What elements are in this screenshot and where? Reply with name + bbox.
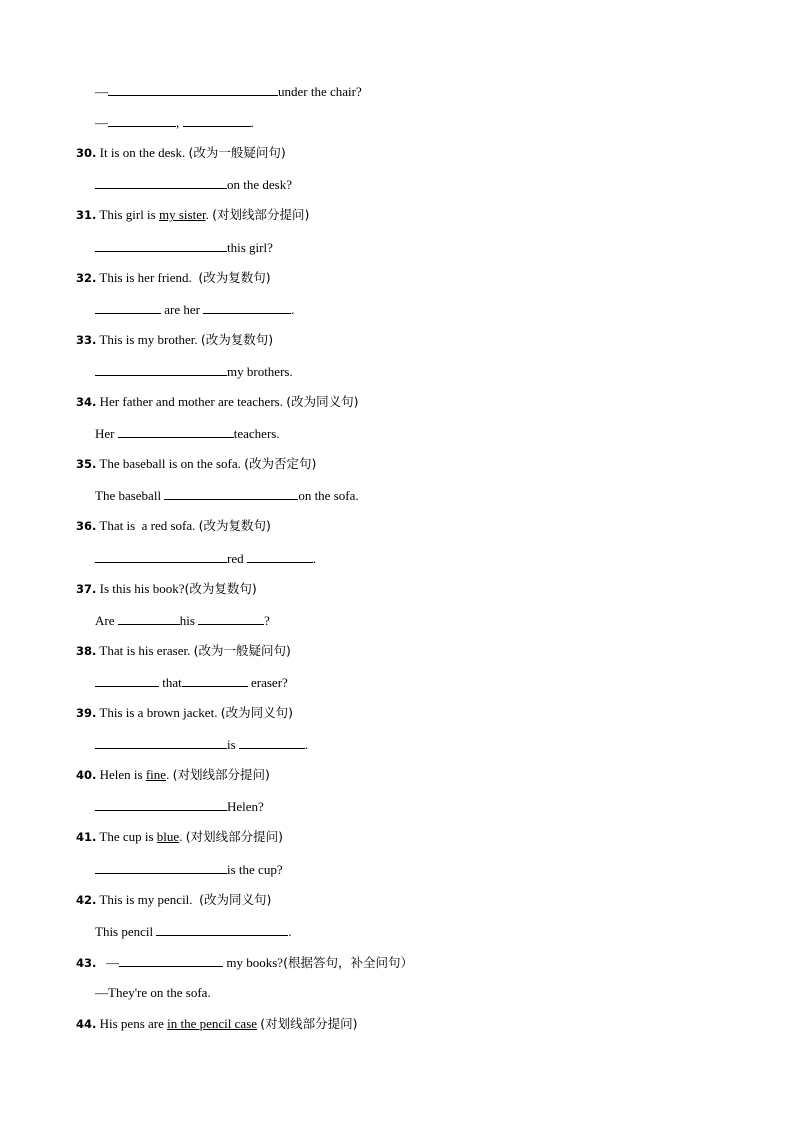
answer-blank[interactable] (247, 550, 313, 563)
answer-suffix: . (250, 115, 254, 131)
question-39 (76, 705, 293, 721)
answer-line (95, 114, 254, 131)
instruction-note: (对划线部分提问) (260, 1016, 358, 1031)
question-number: 43. (76, 955, 97, 970)
question-text: my books? (223, 954, 284, 970)
instruction-note: (对划线部分提问) (212, 207, 310, 223)
question-text: . (166, 767, 173, 783)
question-number: 38. (76, 643, 97, 658)
answer-blank[interactable] (95, 861, 227, 874)
instruction-note: (改为同义句) (220, 705, 293, 720)
answer-blank[interactable] (164, 487, 298, 500)
question-text: This girl is (96, 207, 159, 223)
answer-blank[interactable] (95, 301, 161, 314)
instruction-note: (改为一般疑问句) (193, 642, 291, 658)
question-38 (76, 643, 291, 659)
answer-line (95, 239, 273, 256)
answer-blank[interactable] (95, 176, 227, 189)
underlined-phrase: in the pencil case (167, 1016, 258, 1031)
answer-text: red (227, 550, 247, 566)
answer-text: is (227, 737, 239, 753)
question-number: 39. (76, 706, 97, 720)
answer-suffix: . (312, 550, 317, 566)
question-number: 30. (76, 146, 97, 161)
question-number: 41. (76, 830, 97, 845)
question-number: 44. (76, 1017, 97, 1031)
question-44 (76, 1016, 358, 1032)
question-30 (76, 145, 286, 161)
answer-blank[interactable] (183, 114, 251, 127)
answer-suffix: . (291, 301, 295, 317)
answer-suffix: this girl? (227, 239, 273, 255)
question-text: His pens are (96, 1016, 168, 1031)
underlined-phrase: fine (145, 767, 167, 783)
instruction-note: (根据答句，补全问句） (283, 954, 413, 970)
answer-prefix: Her (95, 426, 118, 442)
answer-line (95, 487, 359, 504)
question-35 (76, 456, 316, 472)
question-text: This is my brother. (96, 331, 201, 347)
answer-line (95, 985, 211, 1001)
question-text: Her father and mother are teachers. (96, 394, 287, 409)
answer-line (95, 861, 283, 878)
answer-prefix: —They're on the sofa. (95, 984, 211, 1000)
question-text: Is this his book? (96, 580, 185, 596)
answer-blank[interactable] (239, 736, 305, 749)
answer-suffix: under the chair? (278, 84, 362, 99)
answer-blank[interactable] (95, 798, 227, 811)
answer-prefix: This pencil (95, 923, 157, 939)
instruction-note: (改为一般疑问句) (188, 145, 286, 161)
question-number: 36. (76, 519, 97, 534)
answer-line (95, 83, 362, 100)
answer-suffix: my brothers. (227, 363, 293, 379)
answer-suffix: is the cup? (227, 861, 283, 877)
answer-prefix: — (95, 84, 108, 99)
answer-text: his (179, 612, 199, 628)
answer-blank[interactable] (95, 239, 227, 252)
answer-line (95, 550, 316, 567)
question-text: — (96, 954, 120, 970)
answer-text: are her (161, 301, 204, 317)
instruction-note: (对划线部分提问) (172, 767, 270, 783)
underlined-phrase: my sister (158, 207, 206, 223)
answer-suffix: . (304, 737, 309, 753)
answer-text: that (159, 674, 182, 690)
answer-suffix: eraser? (247, 674, 288, 690)
answer-blank[interactable] (119, 954, 223, 967)
question-text: . (179, 829, 186, 845)
answer-text: , (176, 115, 183, 131)
instruction-note: (改为同义句) (286, 394, 359, 409)
answer-blank[interactable] (108, 114, 176, 127)
answer-line (95, 736, 308, 753)
answer-blank[interactable] (95, 736, 227, 749)
answer-line (95, 674, 288, 691)
question-31 (76, 207, 309, 223)
answer-prefix: Are (95, 612, 118, 628)
underlined-phrase: blue (156, 829, 180, 845)
answer-line (95, 176, 292, 193)
question-33 (76, 332, 273, 348)
answer-line (95, 923, 292, 940)
answer-suffix: teachers. (233, 426, 280, 442)
question-number: 34. (76, 395, 97, 409)
question-number: 35. (76, 457, 97, 472)
answer-blank[interactable] (198, 612, 264, 625)
instruction-note: (改为复数句) (200, 331, 274, 347)
answer-blank[interactable] (95, 550, 227, 563)
answer-blank[interactable] (95, 363, 227, 376)
answer-blank[interactable] (118, 425, 234, 438)
question-number: 40. (76, 768, 97, 783)
answer-line (95, 798, 264, 815)
question-32 (76, 270, 271, 286)
question-42 (76, 892, 271, 908)
answer-line (95, 425, 280, 442)
question-text: This is a brown jacket. (96, 705, 221, 720)
question-40 (76, 767, 270, 783)
answer-suffix: ? (264, 612, 270, 628)
instruction-note: (对划线部分提问) (185, 829, 283, 845)
answer-blank[interactable] (118, 612, 180, 625)
answer-blank[interactable] (156, 923, 288, 936)
answer-suffix: on the desk? (227, 177, 292, 193)
answer-line (95, 612, 270, 629)
question-number: 37. (76, 581, 97, 596)
question-number: 42. (76, 892, 97, 907)
question-text: It is on the desk. (96, 145, 189, 161)
answer-line (95, 363, 293, 380)
instruction-note: (改为否定句) (244, 456, 317, 472)
question-text: This is her friend. (96, 269, 199, 285)
question-number: 31. (76, 208, 97, 223)
question-34 (76, 394, 358, 410)
answer-line (95, 301, 294, 318)
question-text: The baseball is on the sofa. (96, 456, 245, 472)
question-number: 32. (76, 270, 97, 285)
answer-suffix: Helen? (227, 799, 264, 815)
answer-suffix: on the sofa. (298, 488, 359, 504)
answer-blank[interactable] (108, 83, 278, 96)
instruction-note: (改为复数句) (184, 580, 257, 596)
instruction-note: (改为复数句) (198, 518, 271, 534)
answer-blank[interactable] (203, 301, 291, 314)
answer-blank[interactable] (182, 674, 248, 687)
question-36 (76, 518, 271, 534)
question-text: . (205, 207, 213, 223)
question-number: 33. (76, 332, 97, 347)
answer-prefix: — (95, 115, 108, 131)
question-41 (76, 829, 283, 845)
answer-blank[interactable] (95, 674, 159, 687)
question-37 (76, 581, 257, 597)
question-text: Helen is (96, 767, 146, 783)
answer-prefix: The baseball (95, 488, 165, 504)
instruction-note: (改为同义句) (199, 891, 272, 907)
question-text: This is my pencil. (96, 891, 200, 907)
instruction-note: (改为复数句) (198, 269, 271, 285)
answer-suffix: . (288, 923, 292, 939)
question-43 (76, 954, 413, 971)
question-text: The cup is (96, 829, 157, 845)
question-text: That is a red sofa. (96, 518, 199, 534)
question-text: That is his eraser. (96, 642, 194, 658)
